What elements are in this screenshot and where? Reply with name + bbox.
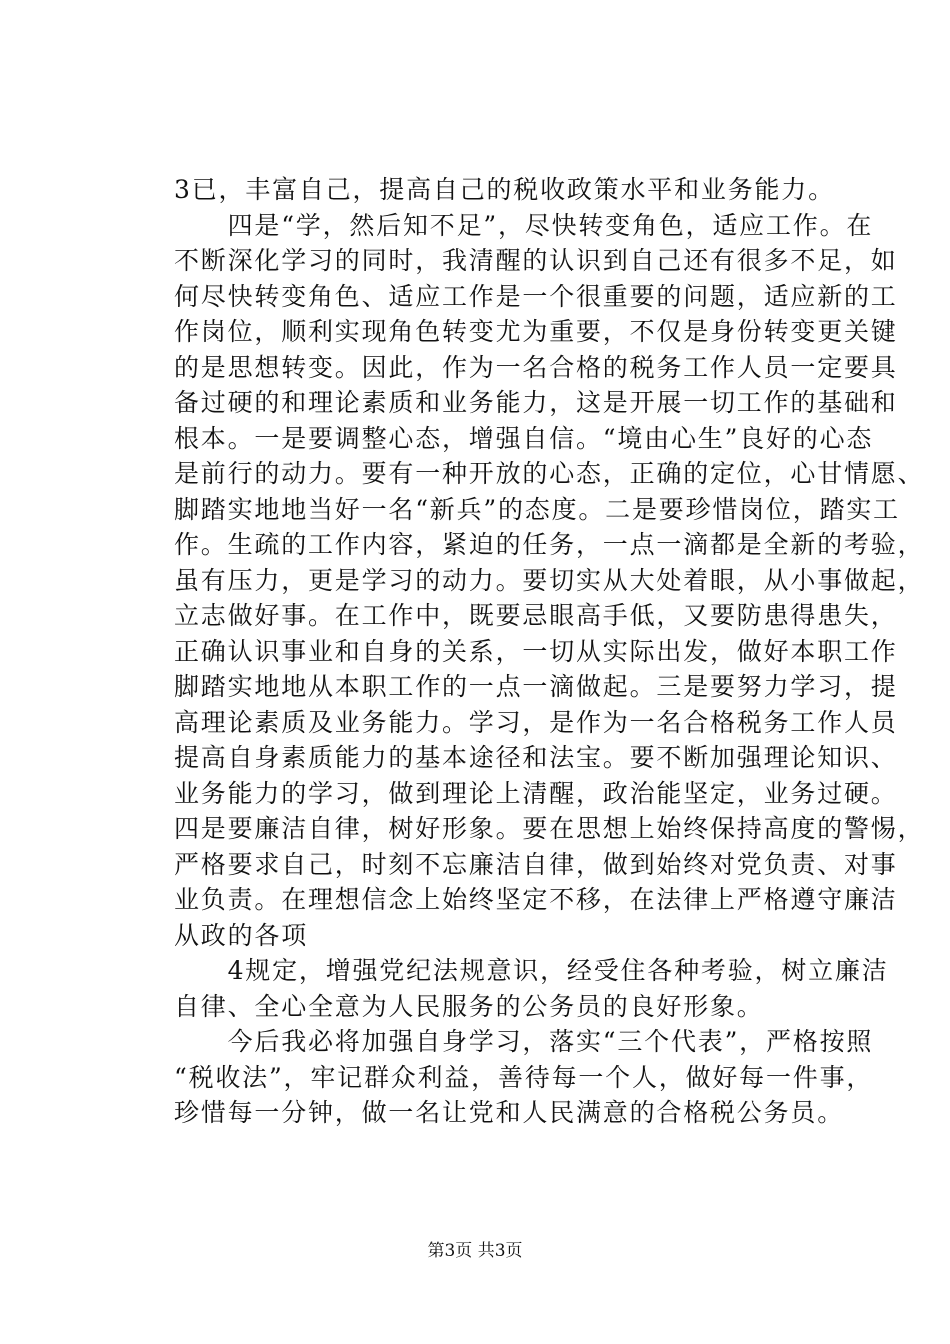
- text-line: 不断深化学习的同时，我清醒的认识到自己还有很多不足，如: [174, 246, 898, 275]
- text-line: 严格要求自己，时刻不忘廉洁自律，做到始终对党负责、对事: [174, 849, 898, 879]
- text-line: 作。生疏的工作内容，紧迫的任务，一点一滴都是全新的考验，: [174, 530, 925, 559]
- page-footer: 第3页 共3页: [427, 1241, 523, 1261]
- document-body: [174, 172, 925, 1131]
- text-line: 立志做好事。在工作中，既要忌眼高手低，又要防患得患失，: [174, 601, 898, 630]
- text-line: 正确认识事业和自身的关系，一切从实际出发，做好本职工作: [174, 636, 898, 666]
- text-line: 业负责。在理想信念上始终坚定不移，在法律上严格遵守廉洁: [174, 885, 898, 914]
- text-line: 珍惜每一分钟，做一名让党和人民满意的合格税公务员。: [174, 1098, 845, 1127]
- text-line: 从政的各项: [174, 920, 309, 950]
- text-line: 四是“学，然后知不足”，尽快转变角色，适应工作。在: [174, 210, 874, 240]
- text-line: 脚踏实地地从本职工作的一点一滴做起。三是要努力学习，提: [174, 672, 898, 701]
- text-line: 备过硬的和理论素质和业务能力，这是开展一切工作的基础和: [174, 388, 898, 417]
- text-line: 作岗位，顺利实现角色转变尤为重要，不仅是身份转变更关键: [174, 317, 898, 346]
- text-line: 是前行的动力。要有一种开放的心态，正确的定位，心甘情愿、: [174, 459, 925, 488]
- text-line: 四是要廉洁自律，树好形象。要在思想上始终保持高度的警惕，: [174, 814, 925, 843]
- text-line: 业务能力的学习，做到理论上清醒，政治能坚定，业务过硬。: [174, 778, 898, 808]
- text-line: “税收法”，牢记群众利益，善待每一个人，做好每一件事，: [174, 1062, 874, 1092]
- text-line: 根本。一是要调整心态，增强自信。“境由心生”良好的心态: [174, 423, 874, 453]
- text-line: 自律、全心全意为人民服务的公务员的良好形象。: [174, 991, 764, 1021]
- text-line: 的是思想转变。因此，作为一名合格的税务工作人员一定要具: [174, 352, 898, 382]
- text-line: 脚踏实地地当好一名“新兵”的态度。二是要珍惜岗位，踏实工: [174, 494, 900, 524]
- text-line: 提高自身素质能力的基本途径和法宝。要不断加强理论知识、: [174, 743, 898, 772]
- text-line: 今后我必将加强自身学习，落实“三个代表”，严格按照: [174, 1027, 874, 1056]
- text-line: 3已，丰富自己，提高自己的税收政策水平和业务能力。: [174, 175, 835, 204]
- text-line: 4规定，增强党纪法规意识，经受住各种考验，树立廉洁: [174, 956, 889, 985]
- text-line: 虽有压力，更是学习的动力。要切实从大处着眼，从小事做起，: [174, 565, 925, 595]
- text-line: 高理论素质及业务能力。学习，是作为一名合格税务工作人员: [174, 707, 898, 737]
- text-line: 何尽快转变角色、适应工作是一个很重要的问题，适应新的工: [174, 281, 898, 311]
